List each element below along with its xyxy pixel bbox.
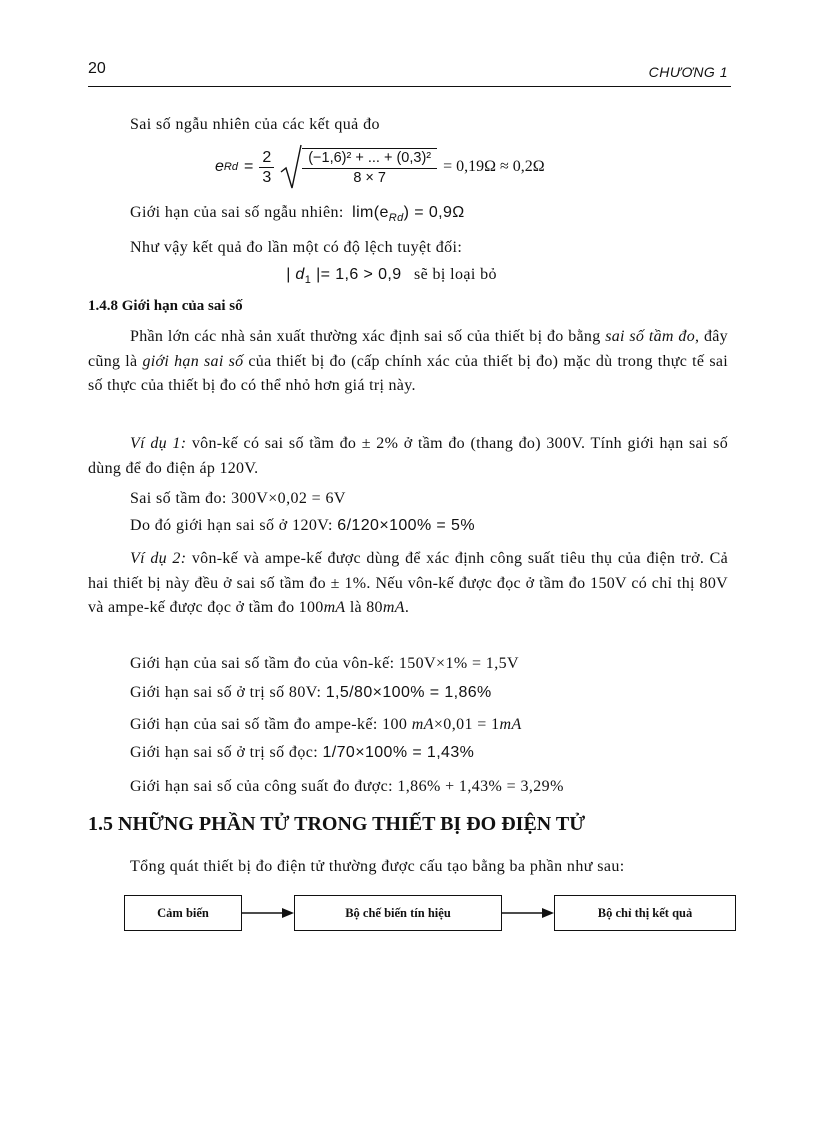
calc-line-5: Giới hạn sai số của công suất đo được: 1,86% + 1,43% = 3,29%: [130, 778, 564, 795]
calc-line-3-unit-1: mA: [411, 716, 434, 733]
deviation-line: [286, 265, 497, 290]
example-1-line-2-value: 6/120×100% = 5%: [337, 517, 475, 534]
limit-value: = 0,9Ω: [409, 204, 465, 221]
p1-text-a: Phần lớn các nhà sản xuất thường xác định sai số của thiết bị đo bằng: [130, 328, 606, 345]
calc-line-2: [130, 683, 492, 703]
calc-line-3-unit-2: mA: [499, 716, 522, 733]
section-heading-148: 1.4.8 Giới hạn của sai số: [88, 298, 243, 314]
example-1-line-1: Sai số tầm đo: 300V×0,02 = 6V: [130, 490, 346, 507]
p1-text-b: , đây cũng là: [88, 328, 728, 370]
calc-line-3-label: Giới hạn của sai số tầm đo ampe-kế: 100: [130, 716, 412, 733]
coef-denominator: 3: [262, 168, 272, 186]
sqrt-icon: [280, 144, 302, 190]
calc-line-2-value: 1,5/80×100% = 1,86%: [325, 684, 492, 701]
calc-line-4: [130, 743, 474, 763]
page-number: 20: [88, 60, 106, 77]
example-2-unit-2: mA: [382, 599, 405, 616]
example-2: [88, 547, 728, 621]
p1-italic-2: giới hạn sai số: [142, 352, 244, 370]
formula-result: = 0,19Ω ≈ 0,2Ω: [443, 158, 545, 175]
equals-sign: =: [243, 158, 254, 175]
example-1-line-2-label: Do đó giới hạn sai số ở 120V:: [130, 517, 338, 534]
sqrt-denominator: 8 × 7: [353, 169, 386, 186]
block-signal-processor: Bộ chế biến tín hiệu: [294, 895, 502, 931]
limit-expr: lim(e: [352, 204, 389, 221]
deviation-open: | d: [286, 266, 305, 283]
calc-line-4-value: 1/70×100% = 1,43%: [322, 744, 475, 761]
example-1-text: vôn-kế có sai số tầm đo ± 2% ở tầm đo (thang đo) 300V. Tính giới hạn sai số dùng để đo điện áp 120V.: [88, 435, 728, 477]
deviation-text: Như vậy kết quả đo lần một có độ lệch tuyệt đối:: [130, 239, 463, 256]
calc-line-1: Giới hạn của sai số tầm đo của vôn-kế: 150V×1% = 1,5V: [130, 655, 519, 672]
e-symbol: e: [215, 158, 224, 175]
example-2-text-a: vôn-kế và ampe-kế được dùng để xác định công suất tiêu thụ của điện trở. Cả hai thiết bị này đều ở sai số tầm đo ± 1%. Nếu vôn-kế được đọc ở tầm đo 150V có chỉ thị 80V và ampe-kế được đọc ở tầm đo 100: [88, 550, 729, 616]
random-error-intro: Sai số ngẫu nhiên của các kết quả đo: [130, 116, 380, 133]
block-sensor: Cảm biến: [124, 895, 242, 931]
example-2-label: Ví dụ 2:: [130, 550, 187, 567]
sqrt-numerator: (−1,6)² + ... + (0,3)²: [302, 149, 437, 169]
example-2-text-b: là 80: [345, 599, 383, 616]
chapter-title: CHƯƠNG 1: [648, 64, 728, 80]
calc-line-3: [130, 715, 522, 735]
deviation-expr: |= 1,6 > 0,9: [311, 266, 402, 283]
coefficient-fraction: [259, 148, 274, 187]
limit-label: Giới hạn của sai số ngẫu nhiên:: [130, 204, 344, 221]
deviation-sub: 1: [304, 274, 312, 287]
p1-italic-1: sai số tầm đo: [605, 328, 696, 345]
section-15-intro: Tổng quát thiết bị đo điện tử thường được cấu tạo bằng ba phần như sau:: [130, 858, 625, 875]
example-2-text-c: .: [404, 599, 410, 616]
header-rule: [88, 86, 731, 87]
coef-numerator: 2: [259, 148, 274, 168]
example-1-line-2: [130, 516, 475, 536]
limit-close: ): [403, 204, 410, 221]
calc-line-3-mid: ×0,01 = 1: [433, 716, 500, 733]
arrow-right-icon: [502, 905, 554, 921]
calc-line-2-label: Giới hạn sai số ở trị số 80V:: [130, 684, 326, 701]
e-subscript: Rd: [223, 161, 238, 173]
paragraph-148: [88, 325, 728, 399]
arrow-right-icon: [242, 905, 294, 921]
sqrt-fraction: [302, 148, 437, 188]
example-1-label: Ví dụ 1:: [130, 435, 187, 452]
random-error-formula: [215, 144, 545, 190]
block-result-display: Bộ chỉ thị kết quả: [554, 895, 736, 931]
example-2-unit-1: mA: [323, 599, 346, 616]
calc-line-4-label: Giới hạn sai số ở trị số đọc:: [130, 744, 323, 761]
limit-sub: Rd: [388, 212, 404, 225]
p1-text-c: của thiết bị đo (cấp chính xác của thiết bị đo) mặc dù trong thực tế sai số thực của thiết bị đo có thể nhỏ hơn giá trị này.: [88, 352, 728, 394]
deviation-note: sẽ bị loại bỏ: [413, 266, 497, 283]
limit-line: [130, 203, 465, 228]
example-1: [88, 432, 728, 481]
section-heading-15: 1.5 NHỮNG PHẦN TỬ TRONG THIẾT BỊ ĐO ĐIỆN TỬ: [88, 813, 586, 835]
